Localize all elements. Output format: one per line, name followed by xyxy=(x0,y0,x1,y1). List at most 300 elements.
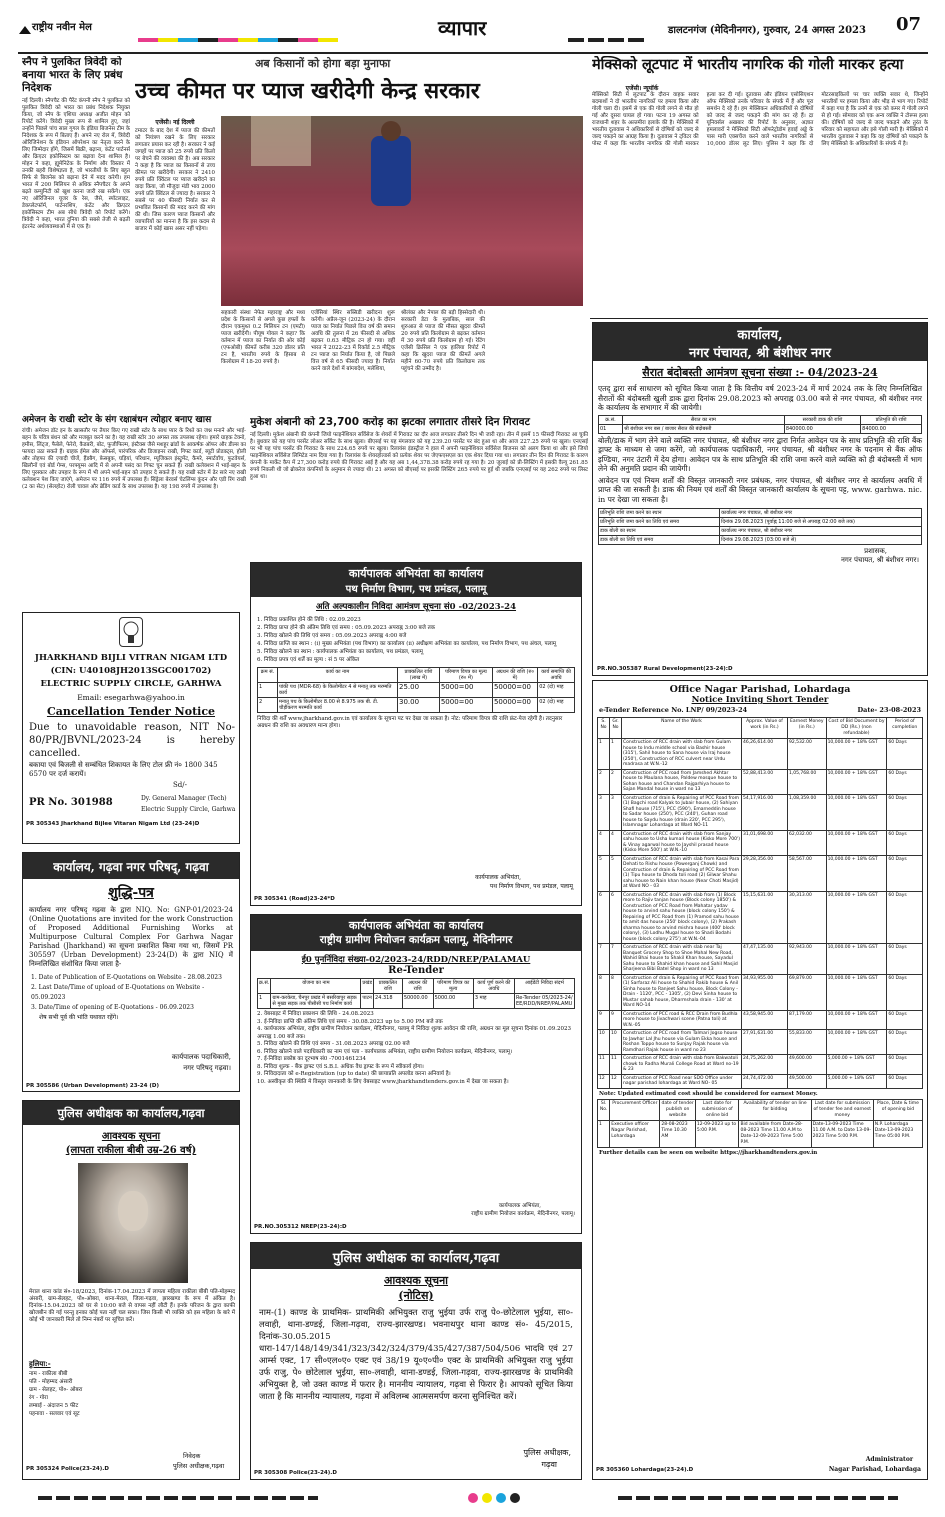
mexico-headline: मेक्सिको लूटपाट में भारतीय नागरिक की गोली मारकर हत्या xyxy=(592,57,904,73)
table-cell: 12 xyxy=(598,1074,610,1088)
police1-id-1: पति - मोहम्मद अंसारी xyxy=(29,1379,73,1385)
table-header: परिमाण विपत्र का मूल्य (रु० में) xyxy=(439,668,492,683)
table-cell: श्री बंशीधर नगर बस / बाजार सैरात की बंदोबस्ती xyxy=(622,424,784,433)
registration-dot xyxy=(510,1493,520,1503)
table-header: S. No xyxy=(598,718,610,739)
table-header: क्र.सं. xyxy=(258,979,271,994)
table-cell: 11 xyxy=(598,1055,610,1075)
lead-body-3: एजेंसियां स्थिर सब्सिडी खरीदना शुरू करेंगी। अप्रैल-जून (2023-24) के दौरान प्याज का निर्यात पिछले वित्त वर्ष की समान अवधि की तुलना में 26 फीसदी से अधिक बढ़कर 0.63 मीट्रिक टन हो गया। वहीं भारत ने 2022-23 में रिकॉर्ड 2.5 मीट्रिक टन प्याज का निर्यात किया है, जो पिछले वित्त वर्ष से 65 फीसदी ज्यादा है। निर्यात करने वाले देशों में बांग्लादेश, मलेशिया, xyxy=(311,310,395,372)
table-cell: 12-09-2023 up to 5:00 P.M. xyxy=(695,1120,739,1147)
table-cell: 92,943.00 xyxy=(787,944,826,975)
table-cell: 10,000.00 + 18% GST xyxy=(826,944,887,975)
table-cell: 1 xyxy=(610,739,622,770)
snap-article xyxy=(22,56,130,406)
table-cell: 1,08,359.00 xyxy=(787,794,826,830)
police2-sub-1: आवश्यक सूचना xyxy=(383,1274,449,1287)
pwd-line-1: 2. निविदा प्राप्त होने की अंतिम तिथि एवं समय : 05.09.2023 अपराह्न 3:00 बजे तक xyxy=(257,625,436,631)
amazon-body: रांची। अमेजन डॉट इन के खासतौर पर तैयार किए गए राखी स्टोर के साथ प्यार के रिश्ते का जश्न मनाने और भाई-बहन के पवित्र बंधन को और मजबूत करने का है। यह राखी स्टोर 30 अगस्त तक उपलब्ध रहेगा। हमारे ग्राहक टेक्नो, हमीस, लिंट्ज, फैबेले, फेरेरो, कैडबरी, बोट, फुजीफिल्म, इंस्टैक्स जैसे मशहूर ब्रांडों के आकर्षक ऑफर और डील्स का फायदा उठा सकते हैं। ग्राहक ईमेल और ऑफर्स, पारंपरिक और डिजाइनर राखी, गिफ्ट कार्ड, ब्यूटी प्रोडक्ट्स, होली और तोहफा की ज़्यादी चीजें, हैंडबैग, फ़ेसबुक, घड़ियां, परिधान, म्यूजिकल इंस्ट्रूमेंट, कैमरे, स्मार्टवॉच, फुटवेयर्स, खिलौनों एवं बोर्ड गेम्स, परफ्यूम्स आदि में से अपनी पसंद का गिफ्ट चुन सकते हैं। राखी कलेक्शन में भाई-बहन के लिए पुरस्कार और उपहार के रूप में भी अपने भाई-बहन को उपहार दे सकते हैं। यह राखी स्टोर में ढेर सारे नए राखी कलेक्शन पेश किए जाएंगे, अमेजन पर 116 रुपये में उपलब्ध हैं। सिंड्रेला बेरवर्स चेटलिंग्स कुंदन और एडी रिंग राखी (2 का सेट) (सेलहोट) रोली चावल और ब्रेडिंग कार्ड के साथ उपलब्ध है। यह 198 रुपये में उपलब्ध है। xyxy=(22,428,246,490)
pwd-title-2: पथ निर्माण विभाग, पथ प्रमंडल, पलामू xyxy=(345,584,487,595)
garhwa-np-pr: PR 305586 (Urban Development) 23-24 (D) xyxy=(26,1083,159,1089)
nrep-line-3: 5. निविदा खोलने की तिथि एवं समय - 31.08.2023 अपराह्न 02.00 बजे xyxy=(257,1041,410,1047)
page-number: 07 xyxy=(896,14,922,35)
table-cell: 8 xyxy=(610,974,622,1010)
nrep-sig-1: कार्यपालक अभियंता, xyxy=(498,1203,541,1209)
table-cell: Bid available from Date-28-08-2023 Time 11.00 A.M to Date-12-09-2023 Time 5:00 P.M. xyxy=(739,1120,811,1147)
garhwa-np-item-1: 1. Date of Publication of E-Quotations on Website - 28.08.2023 xyxy=(31,974,222,981)
section-title: व्यापार xyxy=(438,16,487,40)
paper-logo-icon xyxy=(18,20,32,30)
pwd-header xyxy=(251,563,581,597)
mexico-body: मेक्सिको सिटी में लूटपाट के दौरान वाहक सवार बदमाशों ने दो भारतीय नागरिकों पर हमला किया और गोली चला दी। इसमें से एक की गोली लगने से मौत हो गई और दूसरा घायल हो गया। पटना 19 अगस्त को राजधानी शहर के अल्तमीरा इलाके की है। मेक्सिको में भारतीय दूतावास ने अधिकारियों से दोषियों को जल्द से जल्द पकड़ने का आग्रह किया है। दूतावास ने ट्विटर की पोस्ट में कहा कि भारतीय नागरिक की गोली मारकर हत्या कर दी गई। दूतावास और इंडियन एसोसिएशन ऑफ मेक्सिको उनके परिवार के संपर्क में हैं और पूरा समर्थन दे रहे हैं। हम मेक्सिकन अधिकारियों से दोषियों को जल्द से जल्द पकड़ने की मांग कर रहे हैं। द्रा यूनिवर्सल अखबार की रिपोर्ट के अनुसार, अज्ञात हमलावरों ने मेक्सिको सिटी ऑफरेट्रोडोम हवाई अड्डे के पास मारी एक्सचेंज करने वाले भारतीय नागरिकों से 10,000 डॉलर लूट लिए। पुलिस ने कहा कि दो मोटरसाइकिलों पर चार व्यक्ति सवार थे, जिन्होंने भारतीयों पर हमला किया और भीड़ से भाग गए। रिपोर्ट में कहा गया है कि उनमें से एक को कमर मे गोली लगने से हो गई। सोमवार को एक अन्य व्यक्ति ने टोरूस हत्या की। दोषियों को जल्द से जल्द पकड़ने और तुरंत के परिवार को सहायता और इसे गोली मारी है। मेक्सिको में भारतीय दूतावास ने कहा कि वह दोषियों को पकड़ने के लिए मेक्सिको के अधिकारियों के संपर्क में है। xyxy=(592,92,928,147)
lead-headline: उच्च कीमत पर प्याज खरीदेगी केन्द्र सरकार xyxy=(135,78,480,104)
table-cell: 3 माह xyxy=(473,994,514,1009)
registration-bar xyxy=(138,38,338,42)
table-cell: 10,000.00 + 18% GST xyxy=(826,855,887,891)
garhwa-np-notice xyxy=(22,852,240,1092)
table-header: कार्य पूर्ण करने की अवधि xyxy=(473,979,514,994)
table-cell: 60 Days xyxy=(887,769,923,794)
police1-header: पुलिस अधीक्षक का कार्यालय,गढ़वा xyxy=(23,1101,239,1125)
table-header: Last date for submission of tender fee and earnest money xyxy=(811,1099,873,1120)
table-row xyxy=(599,518,922,527)
nrep-pr: PR.NO.305312 NREP(23-24):D xyxy=(254,1224,347,1230)
police1-sig-1: निवेदक xyxy=(183,1452,201,1460)
table-header: Cost of Bid Document by DD (Rs.) (non refundable) xyxy=(826,718,887,739)
table-cell: 01 xyxy=(599,424,623,433)
table-cell: 50000.00 xyxy=(402,994,433,1009)
table-cell: 4 xyxy=(598,830,610,855)
garhwa-np-header: कार्यालय, गढ़वा नगर परिषद्, गढ़वा xyxy=(23,853,239,879)
table-header: सैरात का नाम xyxy=(622,415,784,424)
table-header: Sl. No. xyxy=(598,1099,610,1120)
table-cell: 52,88,413.00 xyxy=(742,769,788,794)
banshidhar-intro: एतद् द्वारा सर्व साधारण को सूचित किया जाता है कि वित्तीय वर्ष 2023-24 में मार्च 2024 तक के लिए निम्नलिखित सैरातों की बंदोबस्ती खुली डाक द्वारा दिनांक 29.08.2023 को अपराह्न 03.00 बजे से नगर पंचायत, श्री बंशीधर नगर के कार्यालय के सभागार में की जायेगी। xyxy=(598,384,922,412)
table-cell: Construction of PCC road from Jamshed Akhtar house to Maulana house, Paldew mosque house to Sohan house and Chandan Rajgarhiya house to Sajan Mandal house in ward no 13 xyxy=(622,769,742,794)
garhwa-np-item-2: 2. Last Date/Time of upload of E-Quotations on Website - 05.09.2023 xyxy=(31,984,205,1001)
snap-headline: स्नैप ने पुलकित त्रिवेदी को बनाया भारत के लिए प्रबंध निदेशक xyxy=(22,56,123,94)
dateline: डालटनगंज (मेदिनीनगर), गुरुवार, 24 अगस्त 2023 xyxy=(668,25,866,36)
jbvnl-pr: PR 305343 Jharkhand Bijlee Vitaran Nigam Ltd (23-24)D xyxy=(26,821,200,827)
table-row xyxy=(599,424,922,433)
table-row xyxy=(258,698,575,713)
table-cell: 49,500.00 xyxy=(787,1074,826,1088)
missing-person-face xyxy=(118,1191,148,1231)
table-cell: 1,05,768.00 xyxy=(787,769,826,794)
table-cell: 5000.00 xyxy=(433,994,473,1009)
table-header: Name of the Work xyxy=(622,718,742,739)
table-cell: 49,600.00 xyxy=(787,1055,826,1075)
table-header: क्रम सं. xyxy=(258,668,278,683)
table-cell: 31,01,698.00 xyxy=(742,830,788,855)
banshidhar-title-2: नगर पंचायत, श्री बंशीधर नगर xyxy=(689,346,831,361)
police1-pr: PR 305324 Police(23-24).D xyxy=(26,1466,109,1472)
table-header: योजना का नाम xyxy=(271,979,361,994)
nrep-table xyxy=(257,978,575,1009)
table-cell: N.P. Lohardaga Date-13-09-2023 Time 05:00 P.M. xyxy=(873,1120,922,1147)
nrep-line-5: 7. ई-निविदा प्रकोष्ठ का दूरभाष सं0 -7001461234 xyxy=(257,1056,366,1062)
garhwa-np-sig-2: नगर परिषद् गढ़वा। xyxy=(183,1064,231,1072)
lead-body-5 xyxy=(491,310,583,410)
table-header: क्र.सं. xyxy=(599,415,623,424)
table-cell: 10 xyxy=(598,1030,610,1055)
table-header: Approx. Value of work (in Rs.) xyxy=(742,718,788,739)
registration-dot xyxy=(468,1493,478,1503)
police1-id-4: लम्बाई - अंदाजन 5 फीट xyxy=(29,1403,79,1409)
table-cell: कार्यालय नगर पंचायत, श्री बंशीधर नगर xyxy=(720,527,922,536)
table-cell: दिनांक 29.08.2023 (03:00 बजे से) xyxy=(720,536,922,545)
amazon-article xyxy=(22,412,246,608)
table-cell: 87,179.00 xyxy=(787,1010,826,1030)
table-cell: 5 xyxy=(598,855,610,891)
table-cell: 15,15,631.00 xyxy=(742,891,788,944)
table-header: Period of completion xyxy=(887,718,923,739)
table-header: प्राक्कलित राशि xyxy=(374,979,403,994)
table-cell: 60 Days xyxy=(887,830,923,855)
table-cell: 8 xyxy=(598,974,610,1010)
pwd-notice xyxy=(250,562,582,906)
table-header: प्रखंड xyxy=(361,979,374,994)
banshidhar-sign-2: नगर पंचायत, श्री बंशीधर नगर। xyxy=(841,556,919,564)
table-cell: 10,000.00 + 18% GST xyxy=(826,739,887,770)
table-row xyxy=(598,1010,923,1030)
missing-person-photo xyxy=(78,1163,188,1283)
table-cell: 5,000.00 + 18% GST xyxy=(826,1074,887,1088)
table-cell: 9 xyxy=(598,1010,610,1030)
jbvnl-sig-2: Dy. General Manager (Tech) xyxy=(141,795,227,802)
table-row xyxy=(599,527,922,536)
table-cell: Re-Tender 05/2023-24/ EE/RDD/NREP/PALAMU xyxy=(516,995,573,1007)
table-cell: 2 xyxy=(258,698,278,713)
table-row xyxy=(598,1120,923,1147)
mexico-byline: एजेंसी। न्यूयॉर्क xyxy=(625,85,659,92)
table-header: कार्य का नाम xyxy=(278,668,398,683)
lead-byline: एजेंसी। नई दिल्ली xyxy=(155,119,195,126)
police2-body: नाम-(1) काण्ड के प्राथमिक- प्राथमिकी अभियुक्त राजु भुईया उर्फ राजु पे०-छोटेलाल भुईया, सा०-लवाही, थाना-डण्डई, जिला-गढ़वा, राज्य-झारखण्ड। भवनाथपुर थाना काण्ड सं०- 45/2015, दिनांक-30.05.2015 धारा-147/148/149/341/323/342/324/379/435/427/387/504/506 भादवि एवं 27 आर्म्स एक्ट, 17 सी०एल०ए० एक्ट एवं 38/19 यू०ए०पी० एक्ट के प्राथमिकी अभियुक्त राजु भुईया उर्फ राजु, पे० छोटेलाल भुईया, सा०-लवाही, थाना-डण्डई, जिला-गढ़वा, राज्य-झारखण्ड के प्राथमिकी अभियुक्त है, जो उक्त काण्ड में फरार है। माननीय न्यायालय, गढ़वा से फिरार है। आपको सूचित किया जाता है कि माननीय न्यायालय, गढ़वा में अविलम्ब आत्मसमर्पण करना सुनिश्चित करें। xyxy=(259,1308,573,1402)
lohardaga-pr: PR 305360 Lohardaga(23-24).D xyxy=(596,1467,694,1473)
table-row xyxy=(598,944,923,975)
table-cell: पांकी पथ (MDR-68) के किलोमीटर 4 से मनातू तक मरम्मति कार्य xyxy=(278,683,398,698)
police1-id-0: नाम - राकीला बीबी xyxy=(29,1371,68,1377)
table-cell: 24,74,472.00 xyxy=(742,1074,788,1088)
onion-photo-figure xyxy=(371,136,411,206)
table-cell: 60 Days xyxy=(887,1030,923,1055)
pwd-sig-2: पथ निर्माण विभाग, पथ प्रमंडल, पलामू xyxy=(489,883,573,890)
table-cell: Construction of PCC road & RCC Drain from Budhla more house to Jivachwari scene (Patna toli) at W.N.-05 xyxy=(622,1010,742,1030)
ambani-body: नई दिल्ली। मुकेश अंबानी की कंपनी जियो फाइनेंशियल सर्विसेज के शेयरों में गिरावट का दौर आज लगातार तीसरे दिन भी जारी रहा। तीन में इसमें 15 फीसदी गिरावट आ चुकी है। बुधवार को यह पांच परसेंट लोअर सर्किट के साथ खुला। बीएसई पर यह मंगलवार को यह 239.20 परसेंट पर बंद हुआ था और आज 227.25 रुपये पर खुला। एनएसई पर भी यह पांच परसेंट की गिरावट के साथ 224.65 रुपये पर खुला। रिलायंस इंडस्ट्रीज ने हाल में अपनी फाइनेंशियल सर्विसेज बिजनस को अलग किया था और इसे जियो फाइनेंशियल सर्विसेज लिमिटेड नाम दिया गया है। रिलायंस के शेयरहोल्डर्स को प्रत्येक शेयर पर जेएफएसएल का एक शेयर दिया गया था। लगातार तीन दिन की गिरावट के कारण कंपनी के मार्केट कैप में 27,300 करोड़ रुपये की गिरावट आई है और यह अब 1,44,378.38 करोड़ रुपये रह गया है। 20 जुलाई को प्री-लिस्टिंग में इसकी वैल्यू 261.85 रुपये निकली थी जो ब्रोकरेज कंपनियों के अनुमान से ज्यादा थी। 21 अगस्त को बीएसई पर इसकी लिस्टिंग 265 रुपये पर हुई थी जबकि एनएसई पर यह 262 रुपये पर लिस्ट हुआ था। xyxy=(250,432,588,480)
lohardaga-further: Further details can be seen on website https://jharkhandtenders.gov.in xyxy=(599,1149,818,1156)
table-cell: मनातू पथ के किलोमीटर 8.00 से 8.975 तक बी. टी. चौड़ीकरण मरम्मति कार्य xyxy=(278,698,398,713)
nrep-sig-2: राष्ट्रीय ग्रामीण नियोजन कार्यक्रम, मेदिनीनगर, पलामू। xyxy=(471,1211,575,1217)
table-cell: 3 xyxy=(610,794,622,830)
nrep-line-4: 6. निविदा खोलने वाले पदाधिकारी का नाम एवं पता - कार्यपालक अभियंता, राष्ट्रीय ग्रामीण नियोजन कार्यक्रम, मेदिनीनगर, पलामू। xyxy=(257,1048,513,1055)
table-cell: 6 xyxy=(610,891,622,944)
table-cell: कार्यालय नगर पंचायत, श्री बंशीधर नगर xyxy=(720,509,922,518)
table-cell: 11 xyxy=(610,1055,622,1075)
garhwa-np-sub: शुद्धि-पत्र xyxy=(108,885,154,901)
lohardaga-note: Note: Updated estimated cost should be considered for earnest Money. xyxy=(599,1090,818,1097)
pwd-pr: PR 305341 (Road)23-24*D xyxy=(254,896,335,902)
police1-sig-2: पुलिस अधीक्षक,गढ़वा xyxy=(173,1462,225,1470)
table-cell: 54,17,916.00 xyxy=(742,794,788,830)
jbvnl-line-2: (CIN: U40108JH2013SGC001702) xyxy=(50,666,212,676)
lead-body-1: टमाटर के बाद देश में प्याज की कीमतों को नियंत्रण रखने के लिए सरकार लगातार प्रयास कर रही है। सरकार ने कई जगहों पर प्याज को 25 रुपये प्रति किलो पर बेचने की व्यवस्था की है। अब सरकार ने कहा है कि प्याज का किसानों से उच्च कीमत पर खरीदेगी। सरकार ने 2410 रुपये प्रति क्विंटल पर प्याज खरीदने का वादा किया, जो मौजूदा मंडी भाव 2000 रुपये प्रति क्विंटल से ज्यादा है। सरकार ने सबसे पर 40 फीसदी निर्यात कर से प्रभावित किसानों की मदद करने की मांग की थी। जिस कारण प्याज किसानों और व्यापारियों का मानना है कि इस कदम से बाजार में कोई खास असर नहीं पड़ेगा। xyxy=(135,128,215,232)
onion-photo xyxy=(221,116,583,306)
lohardaga-schedule xyxy=(597,1099,923,1148)
table-cell: Date-13-09-2023 Time 11.00 A.M. to Date 13-09-2023 Time 5:00 P.M. xyxy=(811,1120,873,1147)
police2-sig-1: पुलिस अधीक्षक, xyxy=(523,1448,571,1457)
pwd-notice-title: अति अल्पकालीन निविदा आमंत्रण सूचना सं0 -02/2023-24 xyxy=(315,602,517,612)
paper-name: राष्ट्रीय नवीन मेल xyxy=(32,22,92,33)
mexico-article xyxy=(592,56,928,318)
table-header: Earnest Money (in Rs.) xyxy=(787,718,826,739)
footer-registration-bar xyxy=(18,1490,928,1506)
nrep-line-7: 9. निविदादाता को e-Registration (up to date) की छायाप्रति अपलोड करना अनिवार्य है। xyxy=(257,1071,451,1077)
pwd-title-1: कार्यपालक अभियंता का कार्यालय xyxy=(348,567,484,580)
garhwa-np-sig-1: कार्यपालक पदाधिकारी, xyxy=(171,1053,231,1061)
snap-body: नई दिल्ली। स्नैपचैट की पैरेंट कंपनी स्नैप ने पुलकित को पुलकित त्रिवेदी को भारत का प्रबंध निदेशक नियुक्त किया, जो स्नैप के एशिया अध्यक्ष अजीत मोहन को रिपोर्ट करेंगे। त्रिवेदी मुख्य रूप से शामिल हुए, जहां उन्होंने पिछले पांच साल गूगल के इंडिया बिजनेस टीम के निदेशक के रूप में बिताए हैं। अपने नए रोल में, त्रिवेदी ओरिजिनेशन के इंडियन ऑपरेशन का नेतृत्व करने के लिए जिम्मेदार होंगे, जिसमें बिक्री, बढ़ाना, कंटेंट पार्टनर्स और क्रिएटर इकोसिस्टम का बढ़ावा देना शामिल है। मोहन ने कहा, ह्यूमेनिटेक के निर्माण और विस्तार में उनकी बहरी विशेषज्ञता है, जो भारतीयों के लिए बहुत सिर्फ से बिजनेस को बढ़ाना देने में मदद करेगी। हम भारत में 200 मिलियन से अधिक स्नैपचैटर के अपने बढ़ते कम्युनिटी को खुश करना जारी रख सकेंगे। एक नए ऑरिजिनल यूजर के रेस, जैसे, स्पॉटलाइट, डेकप्लेटफॉर्म, पार्टनरशिप, कंटेंट और क्रिएटर इकोसिस्टम टीम अब सीधे त्रिवेदी को रिपोर्ट करेंगे। त्रिवेदी ने कहा, भारत दुनिया की सबसे तेजी से बढ़ती इंटरनेट अर्थव्यवस्थाओं में से एक है। xyxy=(22,98,130,230)
table-cell: 2 xyxy=(598,769,610,794)
table-cell: 47,47,135.00 xyxy=(742,944,788,975)
pwd-line-0: 1. निविदा प्रकाशित होने की तिथि : 02.09.2023 xyxy=(257,617,361,623)
nrep-line-8: 10. अस्वीकृत की स्थिति मे विस्तृत जानकारी के लिए वेबसाइट www.jharkhandtenders.gov.in में देखा जा सकता है। xyxy=(257,1078,509,1085)
lead-kicker: अब किसानों को होगा बड़ा मुनाफा xyxy=(255,57,391,70)
table-cell: पाटन xyxy=(361,994,374,1009)
jbvnl-body: Due to unavoidable reason, NIT No-80/PR/JBVNL/2023-24 is hereby cancelled. xyxy=(29,722,235,759)
table-cell: 60 Days xyxy=(887,944,923,975)
police1-sub-2: (लापता राकीला बीबी उम्र-26 वर्ष) xyxy=(65,1145,197,1156)
table-cell: Construction of drain & Repairing of PCC Road from (1) Sarfaraz Ali house to Shahid Rakib house & Anil Sinha house to Ranjeet Sahu house, Block Colony - Drain - 1120', PCC - 1305', (2) Devi Sinha house to Mustar sahab house, Dharmshala drain - 130' at Ward NO-14 xyxy=(622,974,742,1010)
table-row xyxy=(598,855,923,891)
table-cell: 46,26,614.00 xyxy=(742,739,788,770)
table-cell: 10,000.00 + 18% GST xyxy=(826,1030,887,1055)
table-cell: Construction of RCC drain with slab from Gulam house to Indu middle school via Bashir house (315'), Sahil house to Sana house via Iraj house (250'), Construction of RCC culvert near Urdu madrasa at W.N.-12 xyxy=(622,739,742,770)
table-cell: 2 xyxy=(610,769,622,794)
table-row xyxy=(599,509,922,518)
police2-sub-2: (नोटिस) xyxy=(398,1289,434,1302)
table-cell: Construction of PCC road from Talmari Jogso house to Jawhar Lal Jhu house via Gulam Ekka house and Roshan Toppo house to Sunjay Rajak house via Ramdhari Rajak house in ward no 23 xyxy=(622,1030,742,1055)
table-cell: 10,000.00 + 18% GST xyxy=(826,830,887,855)
banshidhar-notice-title: सैरात बंदोबस्ती आमंत्रण सूचना संख्या :- 04/2023-24 xyxy=(642,366,878,379)
banshidhar-table xyxy=(598,415,922,434)
table-row xyxy=(599,536,922,545)
banshidhar-sign-1: प्रशासक, xyxy=(864,547,887,555)
table-header: परिमाण विपत्र का मूल्य xyxy=(433,979,473,994)
table-header: Procurement Officer xyxy=(610,1099,660,1120)
jbvnl-hindi: बकाया एवं बिजली से सम्बंधित शिकायत के लिए टोल फ्री नं० 1800 345 6570 पर दर्ज करायें। xyxy=(29,761,218,778)
table-cell: 12 xyxy=(610,1074,622,1088)
ambani-headline: मुकेश अंबानी को 23,700 करोड़ का झटका लगातार तीसरे दिन गिरावट xyxy=(250,416,530,428)
table-cell: 1 xyxy=(258,683,278,698)
garhwa-np-body: कार्यालय नगर परिषद् गढ़वा के द्वारा NIQ. No: GNP-01/2023-24 (Online Quotations are invited for the work Construction of Proposed Additional Furnishing Works at Multipurpose Cultural Complex For Garhwa Nagar Parishad (Jharkhand) का सूचना प्रकाशित किया गया था, जिसमें PR 305597 (Urban Development) 23-24(D) के द्वारा NIQ में निम्नलिखित संशोधित किया जाता है- xyxy=(29,906,233,968)
table-cell: प्रतिभूति राशि जमा करने का तिथि एवं समय xyxy=(599,518,720,527)
lohardaga-date: Date- 23-08-2023 xyxy=(857,706,921,714)
lead-body-2: सहकारी संस्था नेफेड महाराष्ट्र और मध्य प्रदेश के किसानों से अगले कुछ हफ्तों के दौरान एकमुश्त 0.2 मिलियन टन (एमटी) प्याज खरीदेगी। पीयूष गोयल ने कहा? कि वर्तमान में प्याज का निर्यात की ओर कोई (एफओबी) कीमतें करीब 320 डॉलर प्रति टन है, भारतीय रुपये के हिसाब से किलोग्राम में 18-20 रुपये है। xyxy=(221,310,305,365)
table-cell: 60 Days xyxy=(887,739,923,770)
amazon-headline: अमेजन के राखी स्टोर के संग रक्षाबंधन त्योहार बनाए खास xyxy=(22,415,212,425)
table-cell: 5000=00 xyxy=(439,698,492,713)
table-cell: 92,532.00 xyxy=(787,739,826,770)
table-cell: डाक बोली का तिथि एवं समय xyxy=(599,536,720,545)
table-cell: 58,567.00 xyxy=(787,855,826,891)
table-cell: 34,93,955.00 xyxy=(742,974,788,1010)
banshidhar-header xyxy=(593,323,927,361)
nrep-header xyxy=(251,915,581,951)
table-cell: 69,879.00 xyxy=(787,974,826,1010)
lohardaga-notice xyxy=(592,680,928,1480)
police1-id-5: पहनावा - सलवार एवं सूट xyxy=(29,1411,80,1417)
table-cell: 60 Days xyxy=(887,855,923,891)
pwd-line-2: 3. निविदा खोलने की तिथि एवं समय : 05.09.2023 अपराह्न 4:00 बजे xyxy=(257,633,407,639)
table-cell: Construction of RCC drain with slab from Kasai Para Dehati to Rishu house (Powerganj Chowk) and Construction of drain & Repairing of PCC Road from (1) Tipu house to Dhoda toli road (2) Gilwar Shahu sahu house to Nain khan house (Near Choti Masjid) at Ward NO - 03 xyxy=(622,855,742,891)
lohardaga-table xyxy=(597,717,923,1089)
table-row xyxy=(598,974,923,1010)
table-cell: 02 (दो) माह xyxy=(538,698,575,713)
table-header: Last date for submission of online bid xyxy=(695,1099,739,1120)
jbvnl-line-1: JHARKHAND BIJLI VITRAN NIGAM LTD xyxy=(34,653,228,663)
jbvnl-prno: PR No. 301988 xyxy=(29,797,113,808)
table-cell: 60 Days xyxy=(887,1010,923,1030)
pwd-footer: निविदा की शर्तें www.jharkhand.gov.in एवं कार्यालय के सूचना पट पर देखा जा सकता है। नोट: परिमाण विपत्र की राशि फ्रंट-पेज रहेगी है। तदनुसार अग्रधन की राशि का अवधारण मान्य होगा। xyxy=(257,716,563,729)
police2-pr: PR 305308 Police(23-24).D xyxy=(254,1470,337,1476)
table-cell: 27,91,631.00 xyxy=(742,1030,788,1055)
onion-photo-head xyxy=(381,121,401,141)
garhwa-np-note: शेष सभी पूर्व की भांति यथावत रहेंगे। xyxy=(39,1014,119,1021)
banshidhar-para-2: बोली/डाक में भाग लेने वाले व्यक्ति नगर पंचायत, श्री बंशीधर नगर द्वारा निर्गत आवेदन पत्र के साथ प्रतिभूति की राशि बैंक ड्राफ्ट के माध्यम से जमा करेंगे, जो कार्यपालक पदाधिकारी, नगर पंचायत, श्री बंशीधर नगर के पदनाम से बैंक ऑफ इण्डिया, नगर उंटारी में देय होगा। आवेदन पत्र के साथ प्रतिभूति की राशि जमा करने वाले व्यक्ति को ही बंदोबस्ती में भाग लेने की अनुमति प्रदान की जायेगी। xyxy=(598,435,922,473)
nrep-notice xyxy=(250,914,582,1234)
table-header: कार्य समाप्ति की अवधि xyxy=(538,668,575,683)
table-row xyxy=(598,830,923,855)
table-cell: 3 xyxy=(598,794,610,830)
registration-bar xyxy=(38,1496,318,1500)
table-cell: डाक बोली का स्थान xyxy=(599,527,720,536)
table-header: अग्रधन की राशि xyxy=(402,979,433,994)
table-header: अग्रधन की राशि (रु० में) xyxy=(492,668,537,683)
table-cell: 50000=00 xyxy=(492,698,537,713)
banshidhar-pr: PR.NO.305387 Rural Development(23-24):D xyxy=(597,666,733,672)
nrep-line-1: 3. ई-निविदा प्राप्ति की अंतिम तिथि एवं समय - 30.08.2023 up to 5.00 PM बजे तक xyxy=(257,1018,443,1025)
nrep-notice-title: ई0 पुनर्निविदा संख्या-02/2023-24/RDD/NREP/PALAMAU xyxy=(301,955,531,965)
table-cell: 50000=00 xyxy=(492,683,537,698)
police1-body: मेराल थाना कांड सं०-18/2023, दिनांक-17.04.2023 में लापता महिला राकीला बीबी पति-मोहम्मद अंसारी, ग्राम-सेलहट, पो०-ओबरा, थाना-मेराल, जिला-गढ़वा, झारखण्ड के रूप में अंकित है। दिनांक-15.04.2023 को घर से 10:00 बजे से वापस नहीं लौटी हैं। इनके परिजन के द्वारा काफी खोजबीन की गई परन्तु इनका कोई पता नहीं चल सका। जिस किसी भी व्यक्ति को इस महिला के बारे में कोई भी जानकारी मिले तो निम्न नंबरों पर सूचित करें। xyxy=(29,1289,235,1323)
nrep-title-1: कार्यपालक अभियंता का कार्यालय xyxy=(348,919,484,932)
banshidhar-schedule xyxy=(598,508,922,545)
police1-id-label: हुलिया:- xyxy=(29,1359,51,1368)
table-cell: 10 xyxy=(610,1030,622,1055)
table-cell: 5000=00 xyxy=(439,683,492,698)
table-cell: 25.00 xyxy=(398,683,440,698)
table-cell: 30,313.00 xyxy=(787,891,826,944)
garhwa-np-item-3: 3. Date/Time of opening of E-Quotations - 06.09.2023 xyxy=(31,1004,194,1011)
table-cell: 24.318 xyxy=(374,994,403,1009)
table-header: आईडेंटी निविदा संदर्भ xyxy=(515,979,575,994)
registration-dot xyxy=(482,1493,492,1503)
lohardaga-ref: e-Tender Reference No. LNP/ 09/2023-24 xyxy=(599,706,748,714)
table-cell: 02 (दो) माह xyxy=(538,683,575,698)
pwd-line-5: 6. निविदा प्रपत्र एवं शर्तें का मूल्य : सं 5 पर अंकित xyxy=(257,657,360,663)
table-header: Gr. No xyxy=(610,718,622,739)
banshidhar-para-3: आवेदन पत्र एवं नियम शर्तों की विस्तृत जानकारी नगर प्रबंधक, नगर पंचायत, श्री बंशीधर नगर से कार्यालय अवधि में प्राप्त की जा सकती है। डाक की नियम एवं शर्तों की विस्तृत जानकारी कार्यालय के सूचना पट्ट, www. garhwa. nic. in पर देखा जा सकता है। xyxy=(598,475,922,504)
table-row xyxy=(598,769,923,794)
table-cell: 5 xyxy=(610,855,622,891)
masthead xyxy=(18,14,928,52)
table-cell: 60 Days xyxy=(887,1055,923,1075)
table-cell: 840000.00 xyxy=(784,424,860,433)
table-cell: 5,000.00 + 18% GST xyxy=(826,1055,887,1075)
jbvnl-logo-icon xyxy=(119,617,143,647)
table-cell: 1 xyxy=(258,994,271,1009)
jbvnl-sig-3: Electric Supply Circle, Garhwa xyxy=(141,806,236,813)
registration-bar xyxy=(618,1496,898,1500)
table-cell: 7 xyxy=(598,944,610,975)
table-cell: Construction of RCC drain with slab from Bakwatoli chowk to Radha Murali College Road at Ward no-19 & 23 xyxy=(622,1055,742,1075)
table-cell: 10,000.00 + 18% GST xyxy=(826,974,887,1010)
table-header: Availability of tender on line for bidding xyxy=(739,1099,811,1120)
table-cell: Construction of RCC drain with slab near Taj Banquet Grocery Shop to Shoe Mahal New Road, Wahid Bhai house to Shakil Khan house, Sayadul Sahu house to Shahid khan house and Sahil Masjid Sharjeena Bibi Batel Shop in ward no 13 xyxy=(622,944,742,975)
nrep-line-2: 4. कार्यपालक अभियंता, राष्ट्रीय ग्रामीण नियोजन कार्यक्रम, मेदिनीनगर, पलामू मे निविदा शुल्क आवेदन की राशि, अग्रधन का मूल सूचना दिनांक 01.09.2023 अपराह्न 1.00 बजे तक। xyxy=(257,1026,571,1040)
lead-body-4: श्रीलंका और नेपाल की बड़ी हिस्सेदारी थी। सरकारी डेटा के मुताबिक, साल की शुरुआत से प्याज की मौसत खुदरा कीमतें 20 रुपये प्रति किलोग्राम से बढ़कर वर्तमान में 30 रुपये प्रति किलोग्राम हो गई। रेटिंग एजेंसी क्रिसिल ने एक हालिया रिपोर्ट में कहा कि खुदरा प्याज की कीमतें अगले महीने 60-70 रुपये प्रति किलोग्राम तक पहुंचने की उम्मीद है। xyxy=(401,310,485,372)
table-cell: Construction of drain & Repairing of PCC Road from (1) Bagchi road Kalyak to Jubair house, (2) Sahiyan Shafi house (715'), PCC (590'), Emarneddin house to Sadar house (250'), PCC (240'), Guhan road house to Saydu house (drain 220', PCC 295'), Islamnagar Lohardaga at Ward NO-11 xyxy=(622,794,742,830)
table-cell: 29,28,356.00 xyxy=(742,855,788,891)
police-missing-notice xyxy=(22,1100,240,1480)
table-header: सरकारी डाक की राशि xyxy=(784,415,860,424)
pwd-line-4: 5. निविदा खोलने का स्थान : कार्यपालक अभियंता का कार्यालय, पथ प्रमंडल, पलामू xyxy=(257,649,423,655)
table-cell: Executive officer Nagar Parishad, Lohardaga xyxy=(610,1120,660,1147)
table-cell: प्रतिभूति राशि जमा करने का स्थान xyxy=(599,509,720,518)
banshidhar-notice xyxy=(592,322,928,676)
police1-id-3: रंग - गोरा xyxy=(29,1395,48,1401)
table-header: Place, Date & time of opening bid xyxy=(873,1099,922,1120)
ambani-article xyxy=(250,416,588,556)
table-header: प्राक्कलित राशि (लाख में) xyxy=(398,668,440,683)
table-cell: 60 Days xyxy=(887,794,923,830)
table-cell: 43,58,945.00 xyxy=(742,1010,788,1030)
table-cell: 60 Days xyxy=(887,891,923,944)
nrep-retender: Re-Tender xyxy=(388,965,444,976)
jbvnl-notice xyxy=(22,612,240,844)
table-row xyxy=(598,739,923,770)
onion-photo-sack xyxy=(251,116,311,166)
table-row xyxy=(598,794,923,830)
jbvnl-line-3: ELECTRIC SUPPLY CIRCLE, GARHWA xyxy=(40,679,222,689)
police1-sub-1: आवश्यक सूचना xyxy=(101,1131,161,1142)
table-cell: 24,75,262.00 xyxy=(742,1055,788,1075)
banshidhar-title-1: कार्यालय, xyxy=(737,328,783,343)
registration-dot xyxy=(496,1493,506,1503)
table-cell: 30.00 xyxy=(398,698,440,713)
table-cell: 7 xyxy=(610,944,622,975)
table-cell: 10,000.00 + 18% GST xyxy=(826,769,887,794)
table-row xyxy=(598,891,923,944)
table-cell: Construction of PCC Road near SDO Office under nagar parishad lohardaga at Ward NO- 05 xyxy=(622,1074,742,1088)
table-row xyxy=(258,683,575,698)
pwd-table xyxy=(257,667,575,713)
jbvnl-email: Email: esegarhwa@yahoo.in xyxy=(77,693,185,702)
table-cell: 60 Days xyxy=(887,1074,923,1088)
table-cell: 6 xyxy=(598,891,610,944)
nrep-line-0: 2. वेबसाइट में निविदा प्रकाशन की तिथि - 24.08.2023 xyxy=(257,1011,374,1017)
table-cell: 10,000.00 + 18% GST xyxy=(826,1010,887,1030)
lohardaga-sig-2: Nagar Parishad, Lohardaga xyxy=(828,1466,921,1473)
pwd-sig-1: कार्यपालक अभियंता, xyxy=(475,874,521,881)
police-notice-2 xyxy=(250,1242,582,1480)
table-cell: 60 Days xyxy=(887,974,923,1010)
registration-bar xyxy=(568,38,648,42)
pwd-line-3: 4. निविदा प्राप्ति का स्थान : (i) मुख्य अभियंता (पथ विभाग) का कार्यालय (ii) अधीक्षण अभियंता का कार्यालय, पथ निर्माण विभाग, पथ अंचल, पलामू xyxy=(257,641,557,647)
table-row xyxy=(598,1074,923,1088)
table-cell: ग्राम-करकेया, चैनपुर प्रखंड में बसरियापुर सड़क से मुख्य सड़क तक पीसीसी पथ निर्माण कार्य xyxy=(271,994,361,1009)
police2-header: पुलिस अधीक्षक का कार्यालय,गढ़वा xyxy=(251,1243,581,1269)
table-cell: 62,032.00 xyxy=(787,830,826,855)
